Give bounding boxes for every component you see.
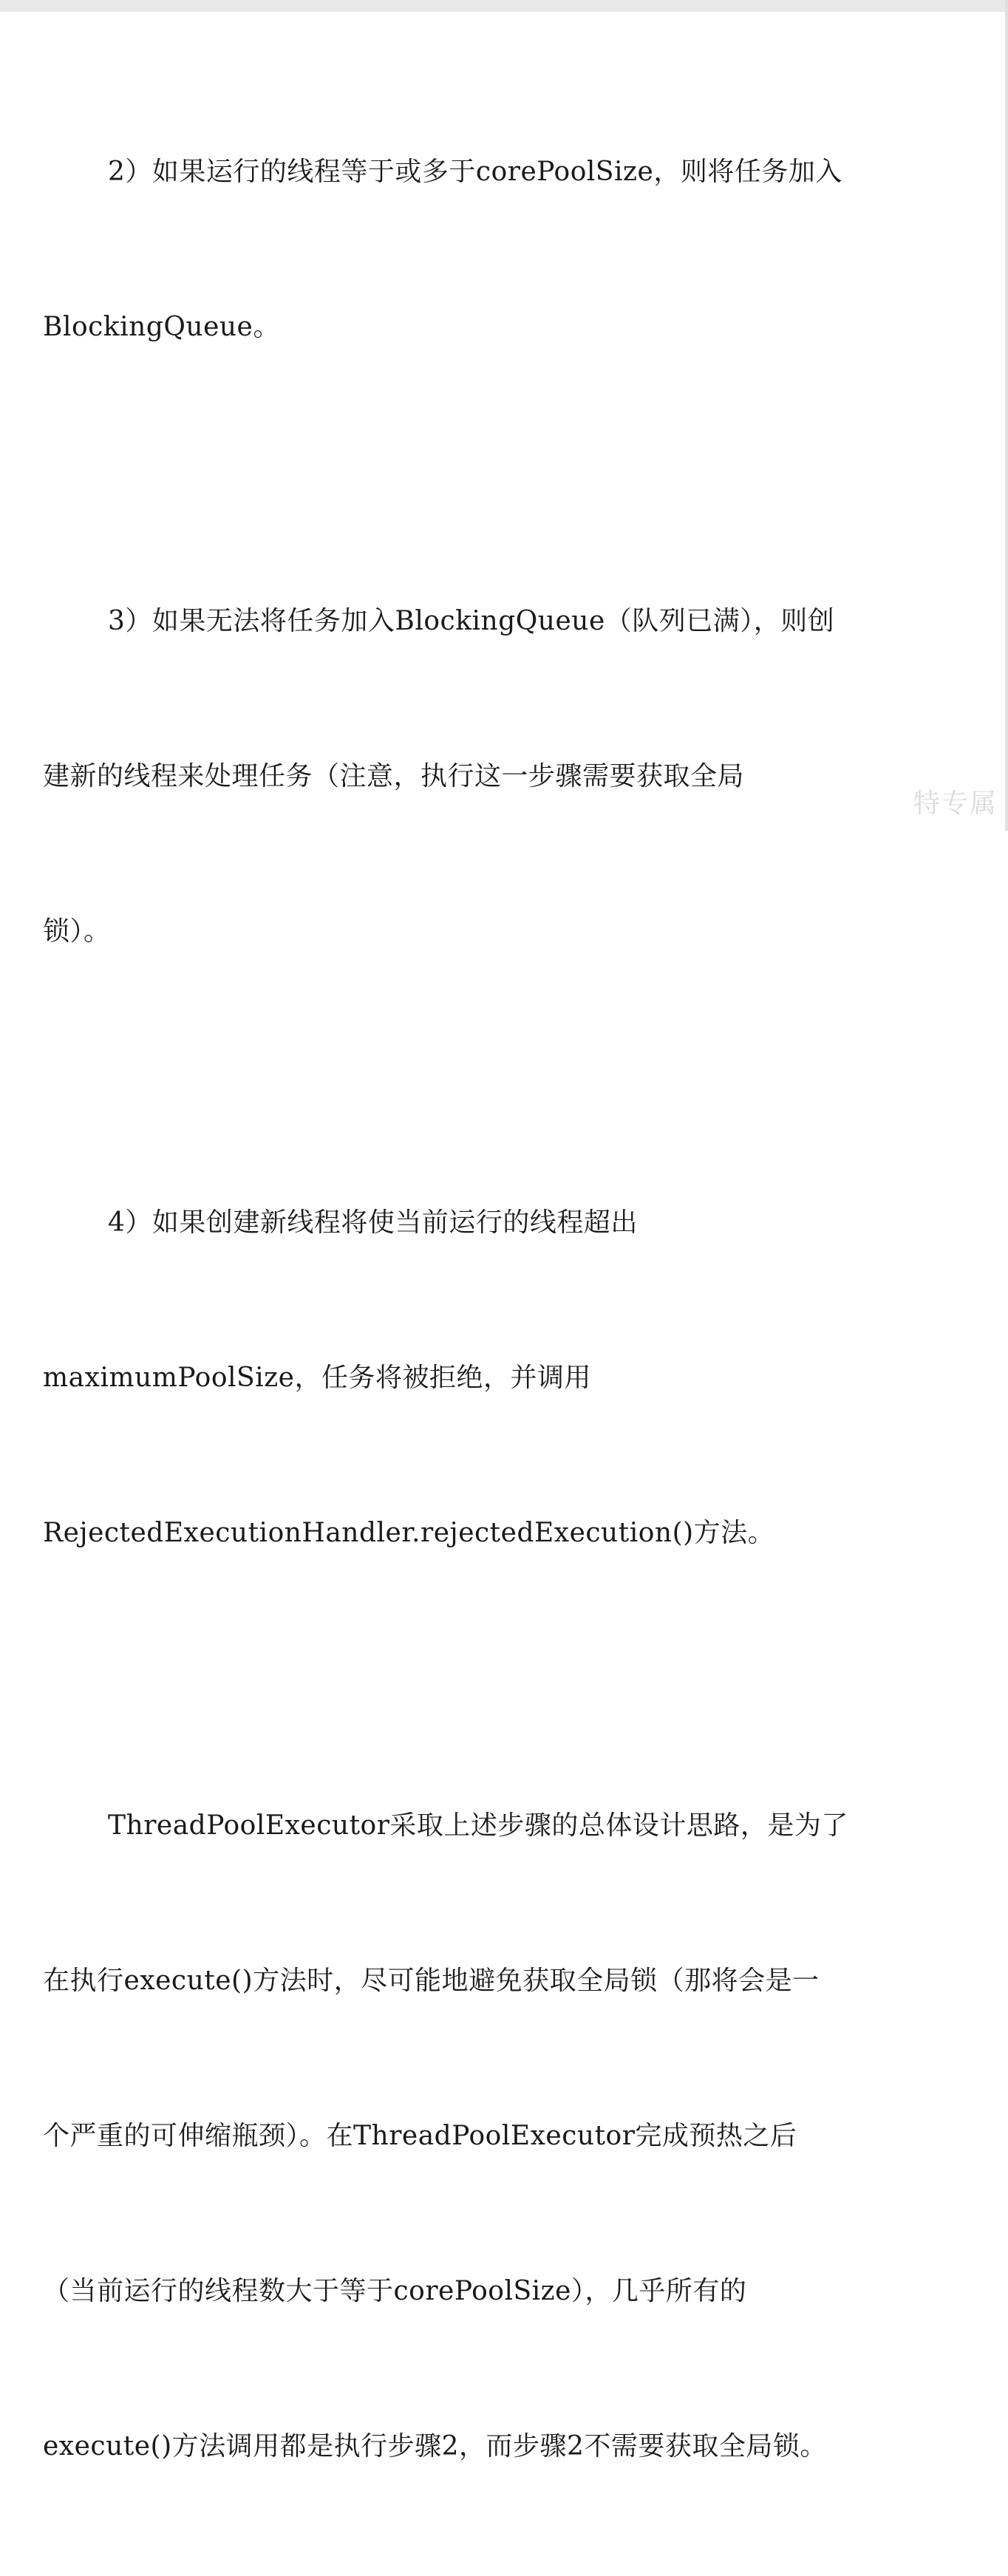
document-page bbox=[43, 43, 944, 2576]
text-line: （当前运行的线程数大于等于corePoolSize），几乎所有的 bbox=[43, 2276, 747, 2306]
paragraph-step-3 bbox=[43, 492, 944, 1061]
right-edge bbox=[1005, 0, 1008, 831]
text-line: 在执行execute()方法时，尽可能地避免获取全局锁（那将会是一 bbox=[43, 1966, 820, 1996]
top-bar bbox=[0, 0, 1008, 12]
text-line: 3）如果无法将任务加入BlockingQueue（队列已满），则创 bbox=[108, 606, 835, 636]
text-line: 个严重的可伸缩瓶颈）。在ThreadPoolExecutor完成预热之后 bbox=[43, 2121, 797, 2151]
text-line: BlockingQueue。 bbox=[43, 312, 280, 342]
text-line: maximumPoolSize，任务将被拒绝，并调用 bbox=[43, 1363, 591, 1393]
text-line: 2）如果运行的线程等于或多于corePoolSize，则将任务加入 bbox=[108, 157, 842, 187]
text-line: ThreadPoolExecutor采取上述步骤的总体设计思路，是为了 bbox=[108, 1810, 848, 1841]
text-line: execute()方法调用都是执行步骤2，而步骤2不需要获取全局锁。 bbox=[43, 2431, 827, 2461]
paragraph-design-rationale bbox=[43, 1697, 944, 2576]
text-line: 4）如果创建新线程将使当前运行的线程超出 bbox=[108, 1207, 638, 1238]
paragraph-step-2 bbox=[43, 43, 944, 457]
text-line: 建新的线程来处理任务（注意，执行这一步骤需要获取全局 bbox=[43, 761, 745, 791]
text-line: 锁）。 bbox=[43, 916, 111, 947]
watermark: 特专属 bbox=[913, 788, 998, 819]
text-line: RejectedExecutionHandler.rejectedExecution()方法。 bbox=[43, 1518, 775, 1548]
paragraph-step-4 bbox=[43, 1094, 944, 1663]
